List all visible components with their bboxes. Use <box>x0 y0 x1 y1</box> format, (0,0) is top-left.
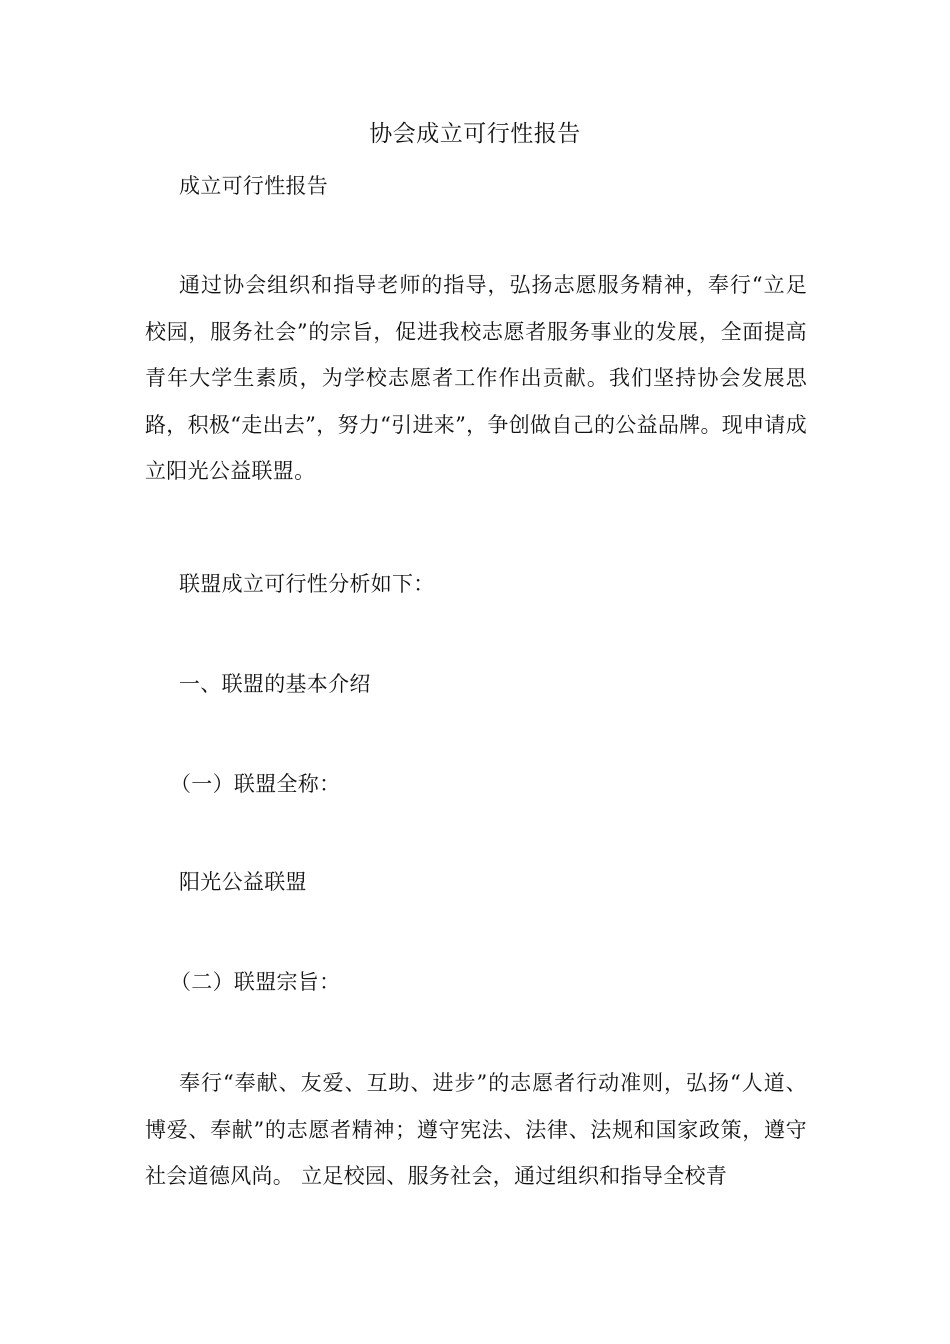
document-title: 协会成立可行性报告 <box>369 121 581 147</box>
analysis-heading: 联盟成立可行性分析如下： <box>179 572 435 596</box>
sub1-value: 阳光公益联盟 <box>179 870 307 894</box>
section1-heading: 一、联盟的基本介绍 <box>179 672 371 696</box>
intro-paragraph: 通过协会组织和指导老师的指导，弘扬志愿服务精神，奉行“立足校园，服务社会”的宗旨，促进我校志愿者服务事业的发展，全面提高青年大学生素质，为学校志愿者工作作出贡献。我们坚持协会发展思路，积极“走出去”，努力“引进来”，争创做自己的公益品牌。现申请成立阳光公益联盟。 <box>145 273 807 483</box>
document-subtitle: 成立可行性报告 <box>179 174 329 198</box>
sub1-heading: （一）联盟全称： <box>170 772 341 796</box>
sub2-paragraph: 奉行“奉献、友爱、互助、进步”的志愿者行动准则，弘扬“人道、博爱、奉献”的志愿者精神；遵守宪法、法律、法规和国家政策，遵守社会道德风尚。 立足校园、服务社会，通过组织和指导全校青 <box>145 1071 807 1188</box>
sub2-heading: （二）联盟宗旨： <box>170 970 341 994</box>
